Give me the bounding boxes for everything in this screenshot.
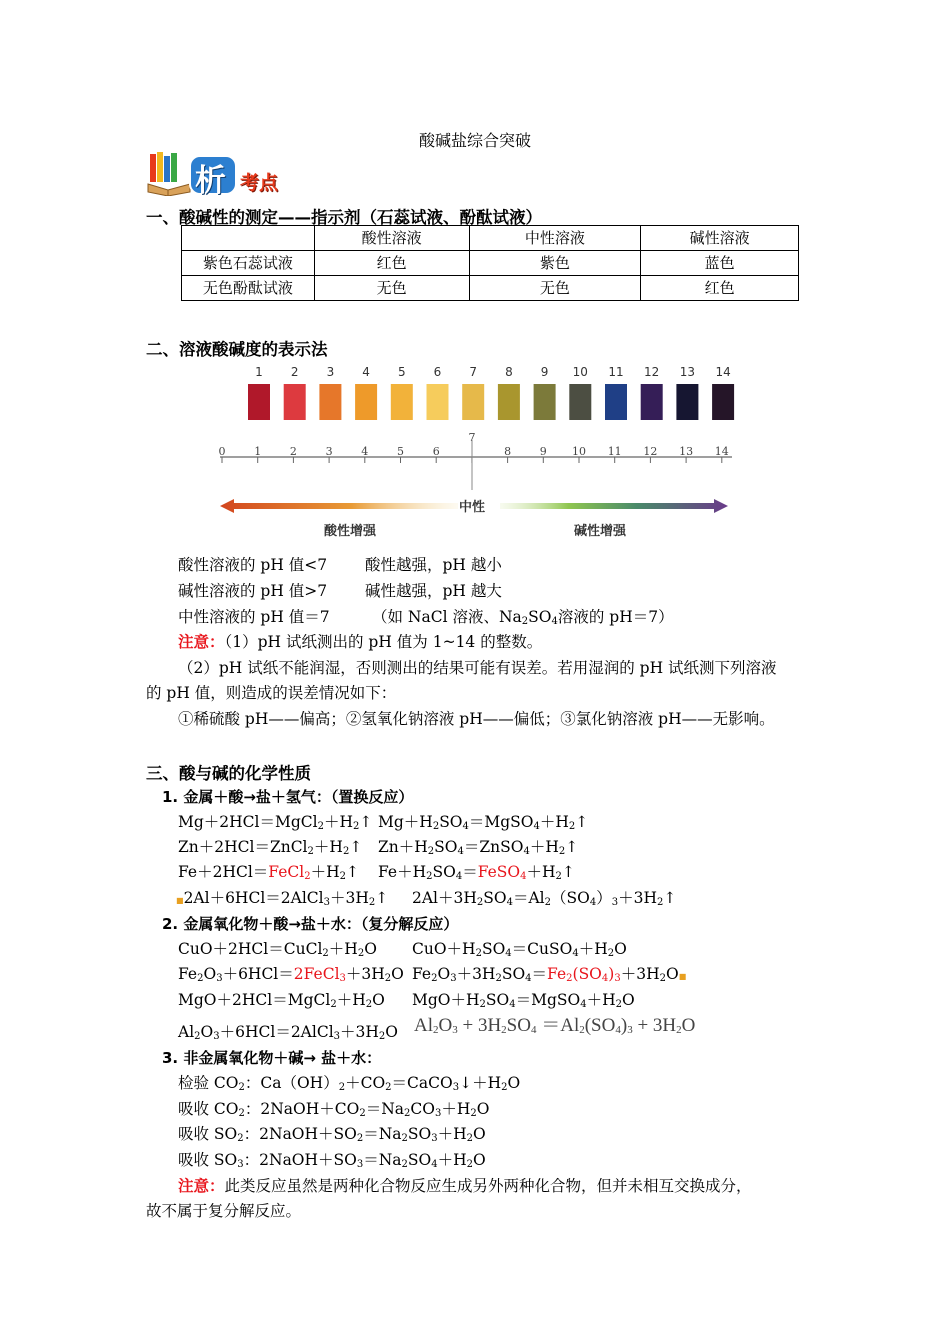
ph-top-number: 2 xyxy=(290,365,299,379)
ph-top-number: 13 xyxy=(679,365,696,379)
equation: $CuO+H_2SO_4=CuSO_4+H_2O$ xyxy=(412,940,627,959)
ph-color-swatch xyxy=(534,384,556,420)
ph-axis-number: 9 xyxy=(539,445,547,458)
equation: $Fe_2O_3+3H_2SO_4=Fe_2(SO_4)_3+3H_2O■$ xyxy=(412,965,687,984)
section1-heading: 一、酸碱性的测定——指示剂（石蕊试液、酚酞试液） xyxy=(146,208,542,227)
ph-line-2b: 碱性越强，pH 越大 xyxy=(365,582,502,600)
equation-formula-image: $Al_2O_3 + 3H_2SO_4 =Al_2(SO_4)_3 + 3H_2O$ xyxy=(414,1015,696,1036)
ph-top-number: 1 xyxy=(255,365,263,379)
ph-note-1: 注意：（1）pH 试纸测出的 pH 值为 1~14 的整数。 xyxy=(178,633,543,651)
equation: 吸收 $SO_3$：$2NaOH+SO_3=Na_2SO_4+H_2O$ xyxy=(178,1151,486,1170)
table-cell: 碱性溶液 xyxy=(641,226,799,251)
exam-point-badge xyxy=(146,150,296,199)
doc-title: 酸碱盐综合突破 xyxy=(418,131,531,150)
ph-axis-number: 0 xyxy=(218,445,226,458)
ph-color-swatch xyxy=(676,384,698,420)
subheading-3: 3. 非金属氧化物＋碱→ 盐＋水： xyxy=(162,1049,382,1067)
ph-top-number: 5 xyxy=(397,365,406,379)
ph-color-swatch xyxy=(391,384,413,420)
ph-axis-number: 5 xyxy=(397,445,404,458)
ph-top-number: 3 xyxy=(326,365,335,379)
equation: $Mg+H_2SO_4=MgSO_4+H_2↑$ xyxy=(378,813,589,832)
ph-note-2b: 的 pH 值，则造成的误差情况如下： xyxy=(146,684,397,702)
ph-axis-number: 8 xyxy=(504,445,512,458)
ph-color-swatch xyxy=(569,384,591,420)
table-cell: 无色 xyxy=(469,276,641,301)
table-cell: 紫色 xyxy=(469,251,641,276)
subheading-2: 2. 金属氧化物＋酸→盐＋水：（复分解反应） xyxy=(162,915,459,933)
ph-top-number: 8 xyxy=(505,365,513,379)
equation: $Zn+2HCl=ZnCl_2+H_2↑$ xyxy=(178,838,363,857)
table-cell: 无色酚酞试液 xyxy=(182,276,315,301)
acid-arrow xyxy=(220,499,458,513)
ph-axis-number: 3 xyxy=(325,445,333,458)
base-label: 碱性增强 xyxy=(573,524,627,539)
base-arrow xyxy=(500,499,728,513)
indicator-table xyxy=(181,225,799,301)
equation: $Mg+2HCl=MgCl_2+H_2↑$ xyxy=(178,813,373,832)
table-cell: 紫色石蕊试液 xyxy=(182,251,315,276)
ph-line-3a: 中性溶液的 pH 值＝7 xyxy=(178,608,330,626)
ph-color-swatch xyxy=(284,384,306,420)
ph-color-swatch xyxy=(462,384,484,420)
section3-note-a: 注意：此类反应虽然是两种化合物反应生成另外两种化合物，但并未相互交换成分， xyxy=(178,1177,752,1195)
badge-main: 析 xyxy=(195,163,226,199)
section2-heading: 二、溶液酸碱度的表示法 xyxy=(146,340,328,359)
ph-line-1a: 酸性溶液的 pH 值<7 xyxy=(178,556,328,574)
equation: $CuO+2HCl=CuCl_2+H_2O$ xyxy=(178,940,377,959)
acid-label: 酸性增强 xyxy=(323,524,377,539)
badge-sub: 考点 xyxy=(240,172,279,194)
table-cell: 红色 xyxy=(314,251,469,276)
ph-note-2a: （2）pH 试纸不能润湿，否则测出的结果可能有误差。若用湿润的 pH 试纸测下列溶液 xyxy=(178,659,777,677)
note-label: 注意： xyxy=(178,1177,225,1195)
ph-axis-number: 4 xyxy=(361,445,369,458)
ph-top-number: 6 xyxy=(433,365,442,379)
ph-axis-number: 6 xyxy=(432,445,440,458)
equation: $Fe+2HCl=FeCl_2+H_2↑$ xyxy=(178,863,359,882)
table-cell: 酸性溶液 xyxy=(314,226,469,251)
table-header-row xyxy=(182,226,799,251)
table-cell: 中性溶液 xyxy=(469,226,641,251)
ph-axis-number: 11 xyxy=(607,445,622,458)
table-cell: 红色 xyxy=(641,276,799,301)
table-cell: 蓝色 xyxy=(641,251,799,276)
equation: $Fe+H_2SO_4=FeSO_4+H_2↑$ xyxy=(378,863,575,882)
ph-axis-number: 2 xyxy=(289,445,297,458)
ph-top-number: 11 xyxy=(608,365,624,379)
neutral-label: 中性 xyxy=(458,500,486,515)
table-row xyxy=(182,251,799,276)
ph-top-number: 12 xyxy=(644,365,660,379)
equation: $■2Al+6HCl=2AlCl_3+3H_2↑$ xyxy=(176,889,389,908)
ph-color-swatch xyxy=(427,384,449,420)
ph-line-3b: （如 NaCl 溶液、$Na_2SO_4$溶液的 pH＝7） xyxy=(372,608,674,627)
ph-top-number: 7 xyxy=(469,365,478,379)
ph-axis-number: 14 xyxy=(714,445,729,458)
ph-note-3: ①稀硫酸 pH——偏高；②氢氧化钠溶液 pH——偏低；③氯化钠溶液 pH——无影响。 xyxy=(178,710,775,728)
ph-color-swatch xyxy=(355,384,377,420)
ph-color-swatch xyxy=(248,384,270,420)
ph-axis-number: 7 xyxy=(468,431,476,444)
note-label: 注意： xyxy=(178,633,225,651)
equation: $Zn+H_2SO_4=ZnSO_4+H_2↑$ xyxy=(378,838,579,857)
ph-top-number: 14 xyxy=(715,365,731,379)
ph-axis-number: 10 xyxy=(572,445,586,458)
equation: $Al_2O_3+6HCl=2AlCl_3+3H_2O$ xyxy=(178,1023,399,1042)
ph-line-1b: 酸性越强，pH 越小 xyxy=(365,556,502,574)
ph-axis-number: 13 xyxy=(679,445,694,458)
ph-top-number: 10 xyxy=(572,365,588,379)
ph-axis-number: 1 xyxy=(254,445,262,458)
equation: $MgO+H_2SO_4=MgSO_4+H_2O$ xyxy=(412,991,635,1010)
equation: $MgO+2HCl=MgCl_2+H_2O$ xyxy=(178,991,385,1010)
section3-heading: 三、酸与碱的化学性质 xyxy=(146,764,311,783)
ph-color-swatch xyxy=(498,384,520,420)
ph-top-number: 4 xyxy=(362,365,370,379)
section3-note-b: 故不属于复分解反应。 xyxy=(146,1202,302,1220)
ph-color-swatch xyxy=(605,384,627,420)
equation: 检验 $CO_2$：$Ca(OH)_2+CO_2=CaCO_3↓+H_2O$ xyxy=(178,1074,521,1093)
equation: $Fe_2O_3+6HCl=2FeCl_3+3H_2O$ xyxy=(178,965,404,984)
equation: 吸收 $CO_2$：$2NaOH+CO_2=Na_2CO_3+H_2O$ xyxy=(178,1100,490,1119)
table-row xyxy=(182,276,799,301)
ph-color-swatch xyxy=(641,384,663,420)
subheading-1: 1. 金属＋酸→盐＋氢气：（置换反应） xyxy=(162,788,414,806)
ph-axis-number: 12 xyxy=(643,445,658,458)
equation: $2Al+3H_2SO_4=Al_2(SO_4)_3+3H_2↑$ xyxy=(412,889,677,908)
ph-scale-figure xyxy=(200,360,750,545)
table-cell xyxy=(182,226,315,251)
ph-line-2a: 碱性溶液的 pH 值>7 xyxy=(178,582,328,600)
equation: 吸收 $SO_2$：$2NaOH+SO_2=Na_2SO_3+H_2O$ xyxy=(178,1125,486,1144)
ph-top-number: 9 xyxy=(540,365,549,379)
table-cell: 无色 xyxy=(314,276,469,301)
ph-color-swatch xyxy=(319,384,341,420)
ph-color-swatch xyxy=(712,384,734,420)
